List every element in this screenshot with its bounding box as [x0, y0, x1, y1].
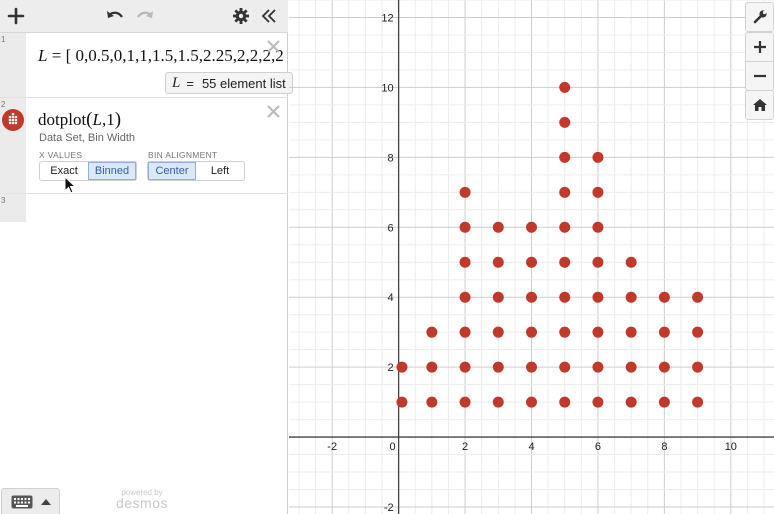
expression-index: 3 [1, 196, 6, 205]
dots-grid-icon [2, 109, 24, 131]
add-expression-button[interactable] [4, 4, 28, 28]
y-tick-label: 12 [381, 12, 394, 25]
expression-index: 2 [1, 100, 6, 109]
x-values-exact-option[interactable]: Exact [50, 165, 78, 177]
dotplot-point [426, 397, 437, 408]
y-tick-label: 4 [387, 292, 394, 305]
collapse-panel-button[interactable] [257, 4, 281, 28]
mouse-cursor-icon [64, 176, 76, 199]
y-tick-label: 2 [387, 362, 394, 375]
expression-toolbar [0, 0, 288, 33]
dotplot-point [626, 257, 637, 268]
settings-button[interactable] [229, 4, 253, 28]
dotplot-point [592, 362, 603, 373]
x-tick-label: 2 [461, 441, 469, 454]
bin-alignment-label: BIN ALIGNMENT [148, 150, 218, 160]
empty-expression-row[interactable] [0, 194, 288, 222]
caret-up-icon [41, 499, 51, 505]
dotplot-point [559, 257, 570, 268]
default-view-button[interactable] [745, 90, 774, 120]
dotplot-point [692, 327, 703, 338]
x-tick-label: 6 [594, 441, 602, 454]
expression-gutter [0, 33, 26, 98]
delete-expression-button[interactable] [266, 39, 281, 59]
wrench-icon [752, 9, 768, 25]
dotplot-point [460, 257, 471, 268]
double-chevron-left-icon [261, 8, 277, 24]
keyboard-icon [11, 495, 33, 509]
redo-button[interactable] [133, 4, 157, 28]
dotplot-point [559, 82, 570, 93]
dotplot-point [559, 362, 570, 373]
expression-gutter [0, 194, 26, 222]
dotplot-point [460, 222, 471, 233]
x-tick-label: -2 [327, 441, 338, 454]
bin-alignment-center-option[interactable]: Center [148, 162, 196, 180]
dotplot-point [526, 362, 537, 373]
powered-by-text: powered by [121, 488, 163, 497]
dotplot-point [526, 292, 537, 303]
dotplot-point [460, 292, 471, 303]
dotplot-point [626, 327, 637, 338]
dotplot-point [493, 397, 504, 408]
dotplot-point [559, 292, 570, 303]
evaluation-variable: L [172, 74, 181, 91]
zoom-out-button[interactable] [745, 61, 774, 91]
keyboard-toggle-button[interactable] [1, 488, 60, 514]
x-tick-label: 4 [528, 441, 535, 454]
dotplot-point [692, 362, 703, 373]
home-icon [752, 98, 768, 112]
x-values-label: X VALUES [39, 150, 83, 160]
dotplot-point [493, 327, 504, 338]
dotplot-point [493, 362, 504, 373]
y-tick-label: -2 [383, 502, 394, 514]
argument-hint: Data Set, Bin Width [39, 132, 135, 144]
delete-expression-button[interactable] [266, 104, 281, 124]
dotplot-point [426, 362, 437, 373]
dotplot-point [493, 292, 504, 303]
expression-row[interactable] [0, 98, 288, 194]
graph-paper[interactable] [289, 0, 774, 514]
dotplot-point [559, 117, 570, 128]
dotplot-point [396, 362, 407, 373]
formula-function: dotplot [38, 110, 87, 129]
list-formula[interactable] [38, 46, 284, 66]
gear-icon [232, 7, 250, 25]
dotplot-point [526, 222, 537, 233]
dotplot-point [659, 327, 670, 338]
plus-icon [8, 8, 24, 24]
formula-list: [ 0,0.5,0,1,1,1.5,1.5,2.25,2,2,2,2 [65, 46, 284, 65]
x-tick-label: 0 [389, 441, 396, 454]
dotplot-point [592, 222, 603, 233]
dotplot-point [396, 397, 407, 408]
dotplot-point [592, 152, 603, 163]
dotplot-point [559, 152, 570, 163]
evaluation-badge [165, 72, 293, 94]
dotplot-point [559, 397, 570, 408]
undo-button[interactable] [103, 4, 127, 28]
bin-alignment-left-option[interactable]: Left [210, 165, 230, 177]
dotplot-point [592, 257, 603, 268]
dotplot-point [592, 187, 603, 198]
formula-equals: = [47, 46, 66, 65]
y-tick-label: 10 [381, 82, 394, 95]
dotplot-point [426, 327, 437, 338]
dotplot-point [460, 187, 471, 198]
minus-icon [753, 69, 767, 83]
dotplot-point [526, 257, 537, 268]
dotplot-point [460, 327, 471, 338]
graph-canvas[interactable] [289, 0, 774, 514]
dotplot-point [526, 327, 537, 338]
dotplot-point [626, 292, 637, 303]
formula-argument-rest: ,1 [101, 110, 115, 129]
graph-settings-button[interactable] [745, 2, 774, 32]
close-icon [266, 104, 281, 119]
dotplot-point [559, 327, 570, 338]
dotplot-point [592, 327, 603, 338]
dotplot-point [626, 362, 637, 373]
dotplot-point [659, 292, 670, 303]
formula-variable: L [38, 46, 48, 65]
dotplot-point [460, 362, 471, 373]
dotplot-point [659, 362, 670, 373]
y-tick-label: 8 [387, 152, 394, 165]
evaluation-equals: = [186, 75, 194, 91]
dotplot-point [626, 397, 637, 408]
dotplot-point [692, 292, 703, 303]
dotplot-point [592, 292, 603, 303]
dotplot-formula[interactable]: dotplot(L,1) [38, 109, 122, 130]
y-tick-label: 6 [387, 222, 394, 235]
dotplot-point [592, 397, 603, 408]
dotplot-point [493, 257, 504, 268]
bin-alignment-toggle [147, 161, 245, 181]
powered-by-desmos [110, 488, 174, 511]
undo-icon [105, 8, 125, 24]
close-icon [266, 39, 281, 54]
x-tick-label: 10 [724, 441, 737, 454]
zoom-in-button[interactable] [745, 32, 774, 62]
x-values-toggle [39, 161, 137, 181]
x-values-binned-option[interactable]: Binned [88, 162, 136, 180]
desmos-logo-text: desmos [115, 495, 169, 511]
x-tick-label: 8 [661, 441, 668, 454]
dotplot-style-icon[interactable] [2, 109, 24, 131]
expression-index: 1 [1, 35, 6, 44]
dotplot-point [692, 397, 703, 408]
redo-icon [135, 8, 155, 24]
plus-icon [753, 40, 767, 54]
dotplot-point [526, 397, 537, 408]
dotplot-point [559, 222, 570, 233]
dotplot-point [559, 187, 570, 198]
dotplot-point [659, 397, 670, 408]
formula-argument: L [92, 110, 102, 129]
dotplot-point [493, 222, 504, 233]
expression-panel [0, 0, 288, 514]
dotplot-point [460, 397, 471, 408]
evaluation-value: 55 element list [201, 75, 286, 91]
